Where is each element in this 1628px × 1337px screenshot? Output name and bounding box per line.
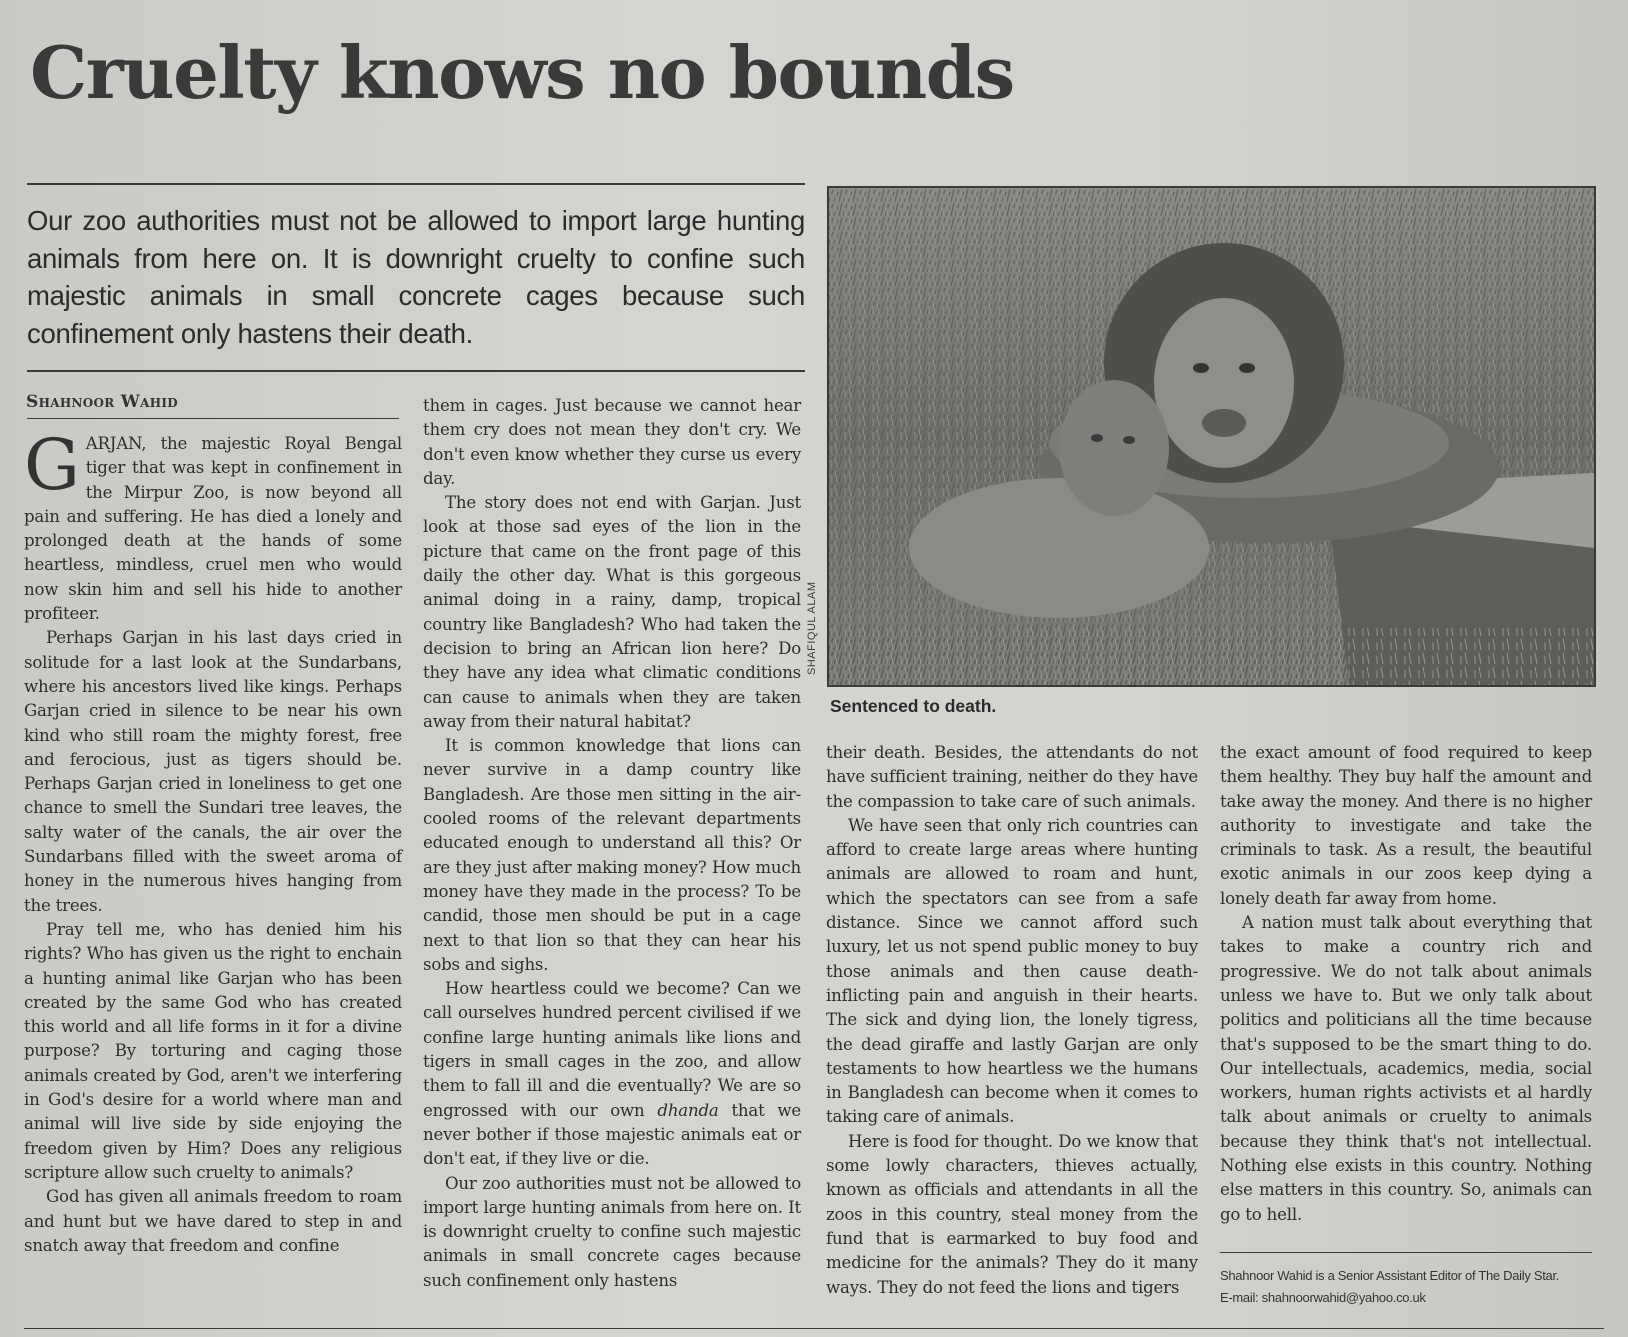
article-paragraph: We have seen that only rich countries can afford to create large areas where hunting animals are allowed to roam and hunt, which the spectators can see from a safe distance. Since we cannot afford such luxury, let us not spend public money to buy those animals and then cause death-inflicting pain and anguish in their hearts. The sick and dying lion, the lonely tigress, the dead giraffe and lastly Garjan are only testaments to how heartless we the humans in Bangladesh can become when it comes to taking care of animals.	[826, 815, 1198, 1127]
article-paragraph	[423, 977, 801, 1171]
paragraph-text: How heartless could we become? Can we call ourselves hundred percent civilised if we confine large hunting animals like lions and tigers in small cages in the zoo, and allow them to fall ill and die eventually? We are so engrossed with our own	[423, 979, 801, 1120]
author-bio	[1220, 1265, 1615, 1309]
article-paragraph: Pray tell me, who has denied him his rights? Who has given us the right to enchain a hunting animal like Garjan who has been created by the same God who has created this world and all life forms in it for a divine purpose? By torturing and caging those animals created by God, aren't we interfering in God's desire for a world where man and animal will live side by side enjoying the freedom given by Him? Does any religious scripture allow such cruelty to animals?	[24, 919, 402, 1182]
byline: Shahnoor Wahid	[26, 392, 178, 412]
article-paragraph	[24, 424, 402, 626]
article-column-3	[826, 741, 1198, 1300]
article-paragraph: The story does not end with Garjan. Just look at those sad eyes of the lion in the picture that came on the front page of this daily the other day. What is this gorgeous animal doing in a rainy, damp, tropical country like Bangladesh? Who had taken the decision to bring an African lion here? Do they have any idea what climatic conditions can cause to animals when they are taken away from their natural habitat?	[423, 493, 801, 731]
italic-word: dhanda	[657, 1100, 719, 1120]
article-paragraph: them in cages. Just because we cannot hear them cry does not mean they don't cry. We don't even know whether they curse us every day.	[423, 396, 801, 488]
author-email: E-mail: shahnoorwahid@yahoo.co.uk	[1220, 1290, 1426, 1305]
article-paragraph: the exact amount of food required to keep them healthy. They buy half the amount and take away the money. And there is no higher authority to investigate and take the criminals to task. As a result, the beautiful exotic animals in our zoos keep dying a lonely death far away from home.	[1220, 743, 1592, 908]
article-column-2	[423, 394, 801, 1293]
drop-cap: G	[24, 424, 80, 506]
article-paragraph: It is common knowledge that lions can never survive in a damp country like Bangladesh. Are those men sitting in the air-cooled rooms of the relevant departments educated enough to understand all this? Or are they just after making money? How much money have they made in the process? To be candid, those men should be put in a cage next to that lion so that they can hear his sobs and sighs.	[423, 736, 801, 974]
deck-summary: Our zoo authorities must not be allowed to import large hunting animals from here on. It is downright cruelty to confine such majestic animals in small concrete cages because such confinement only hastens their death.	[27, 205, 805, 349]
deck-bottom-rule	[27, 370, 805, 372]
lion-photo-illustration	[829, 188, 1594, 685]
headline: Cruelty knows no bounds	[30, 30, 1014, 115]
byline-rule	[27, 418, 399, 419]
author-bio-line: Shahnoor Wahid is a Senior Assistant Editor of The Daily Star.	[1220, 1268, 1560, 1283]
paragraph-text: that we never bother if those majestic animals eat or don't eat, if they live or die.	[423, 1100, 801, 1169]
article-paragraph: Perhaps Garjan in his last days cried in solitude for a last look at the Sundarbans, where his ancestors lived like kings. Perhaps Garjan cried in silence to be near his own kind who still roam the mighty forest, free and ferocious, just as tigers should be. Perhaps Garjan cried in loneliness to get one chance to smell the Sundari tree leaves, the salty water of the canals, the air over the Sundarbans filled with the sweet aroma of honey in the numerous hives hanging from the trees.	[24, 628, 402, 915]
article-paragraph: God has given all animals freedom to roam and hunt but we have dared to step in and snatch away that freedom and confine	[24, 1187, 402, 1255]
photo-caption: Sentenced to death.	[830, 696, 997, 716]
page-bottom-rule	[24, 1328, 1604, 1329]
bio-rule	[1220, 1252, 1592, 1253]
article-column-4	[1220, 741, 1592, 1227]
article-paragraph: Our zoo authorities must not be allowed to import large hunting animals from here on. It is downright cruelty to confine such majestic animals in small concrete cages because such confinement only hastens	[423, 1173, 801, 1290]
paragraph-text: ARJAN, the majestic Royal Bengal tiger that was kept in confinement in the Mirpur Zoo, is now beyond all pain and suffering. He has died a lonely and prolonged death at the hands of some heartless, mindless, cruel men who would now skin him and sell his hide to another profiteer.	[24, 434, 402, 624]
lion-photo	[827, 186, 1596, 687]
article-paragraph: their death. Besides, the attendants do not have sufficient training, neither do they have the compassion to take care of such animals.	[826, 743, 1198, 811]
article-column-1	[24, 424, 402, 1258]
deck-top-rule	[27, 183, 805, 185]
photo-credit: SHAFIQUL ALAM	[806, 581, 818, 675]
article-paragraph: A nation must talk about everything that takes to make a country rich and progressive. We do not talk about animals unless we have to. But we only talk about politics and politicians all the time because that's supposed to be the smart thing to do. Our intellectuals, academics, media, social workers, human rights activists et al hardly talk about animals or cruelty to animals because they think that's not intellectual. Nothing else exists in this country. Nothing else matters in this country. So, animals can go to hell.	[1220, 913, 1592, 1224]
article-paragraph: Here is food for thought. Do we know that some lowly characters, thieves actually, known as officials and attendants in all the zoos in this country, steal money from the fund that is earmarked to buy food and medicine for the animals? They do it many ways. They do not feed the lions and tigers	[826, 1131, 1198, 1297]
